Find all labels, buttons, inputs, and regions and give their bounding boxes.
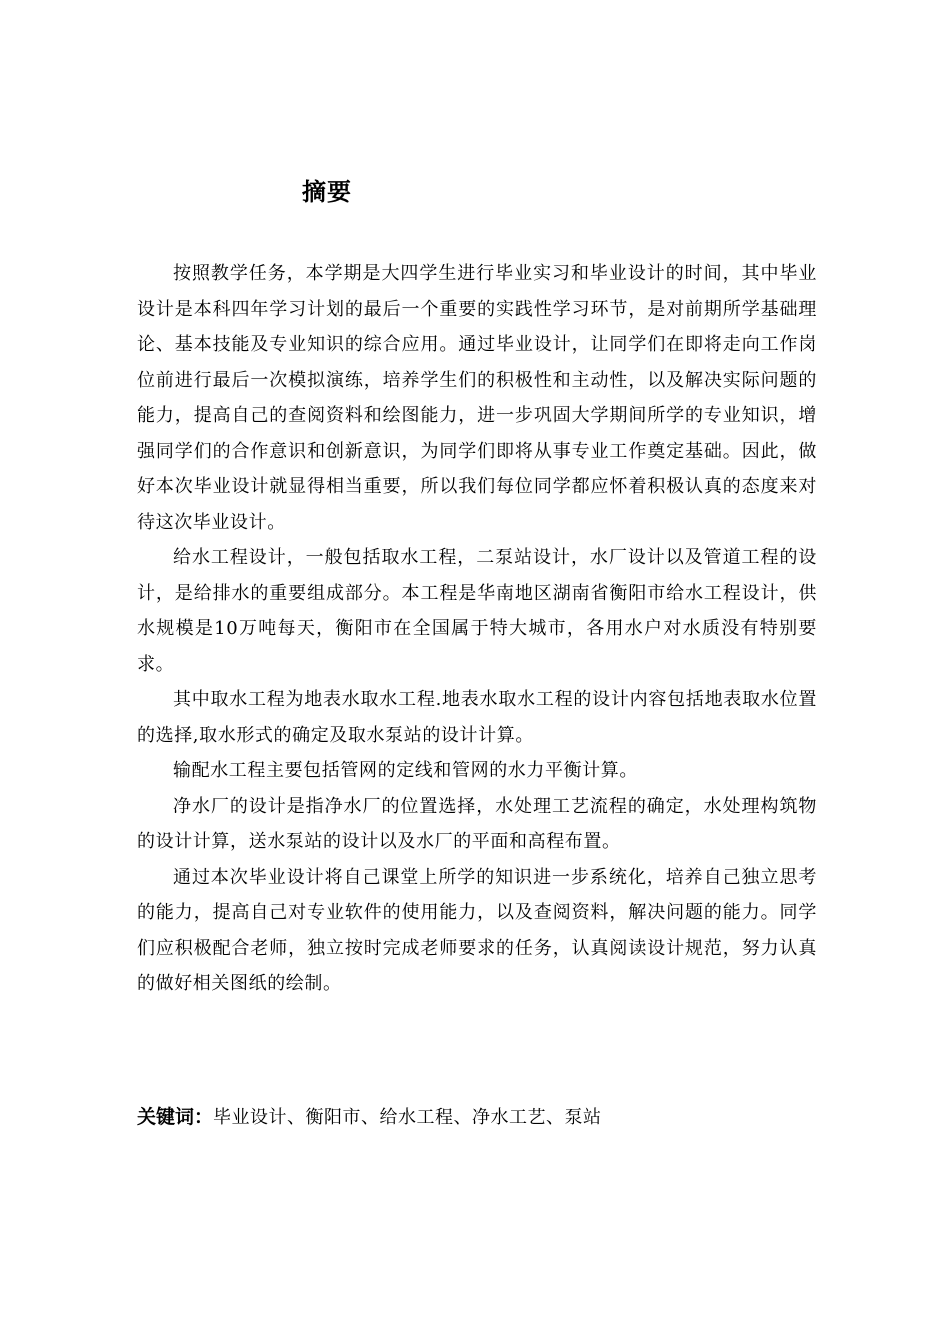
paragraph-1: 按照教学任务，本学期是大四学生进行毕业实习和毕业设计的时间，其中毕业设计是本科四年学习计划的最后一个重要的实践性学习环节，是对前期所学基础理论、基本技能及专业知识的综合应用。通过毕业设计，让同学们在即将走向工作岗位前进行最后一次模拟演练，培养学生们的积极性和主动性，以及解决实际问题的能力，提高自己的查阅资料和绘图能力，进一步巩固大学期间所学的专业知识，增强同学们的合作意识和创新意识，为同学们即将从事专业工作奠定基础。因此，做好本次毕业设计就显得相当重要，所以我们每位同学都应怀着积极认真的态度来对待这次毕业设计。 [137, 263, 817, 533]
paragraph-5: 净水厂的设计是指净水厂的位置选择，水处理工艺流程的确定，水处理构筑物的设计计算，送水泵站的设计以及水厂的平面和高程布置。 [137, 795, 817, 852]
paragraph-2: 给水工程设计，一般包括取水工程，二泵站设计，水厂设计以及管道工程的设计，是给排水的重要组成部分。本工程是华南地区湖南省衡阳市给水工程设计，供水规模是10万吨每天，衡阳市在全国属于特大城市，各用水户对水质没有特别要求。 [137, 547, 817, 675]
paragraph-6: 通过本次毕业设计将自己课堂上所学的知识进一步系统化，培养自己独立思考的能力，提高自己对专业软件的使用能力，以及查阅资料，解决问题的能力。同学们应积极配合老师，独立按时完成老师要求的任务，认真阅读设计规范，努力认真的做好相关图纸的绘制。 [137, 866, 817, 994]
page-title: 摘要 [302, 178, 352, 206]
keywords-label: 关键词： [137, 1106, 214, 1128]
keywords-value: 毕业设计、衡阳市、给水工程、净水工艺、泵站 [213, 1107, 602, 1128]
paragraph-3: 其中取水工程为地表水取水工程.地表水取水工程的设计内容包括地表取水位置的选择,取水形式的确定及取水泵站的设计计算。 [137, 689, 817, 746]
keywords-line [137, 1099, 602, 1136]
abstract-body [137, 256, 817, 1002]
paragraph-4: 输配水工程主要包括管网的定线和管网的水力平衡计算。 [173, 760, 638, 781]
